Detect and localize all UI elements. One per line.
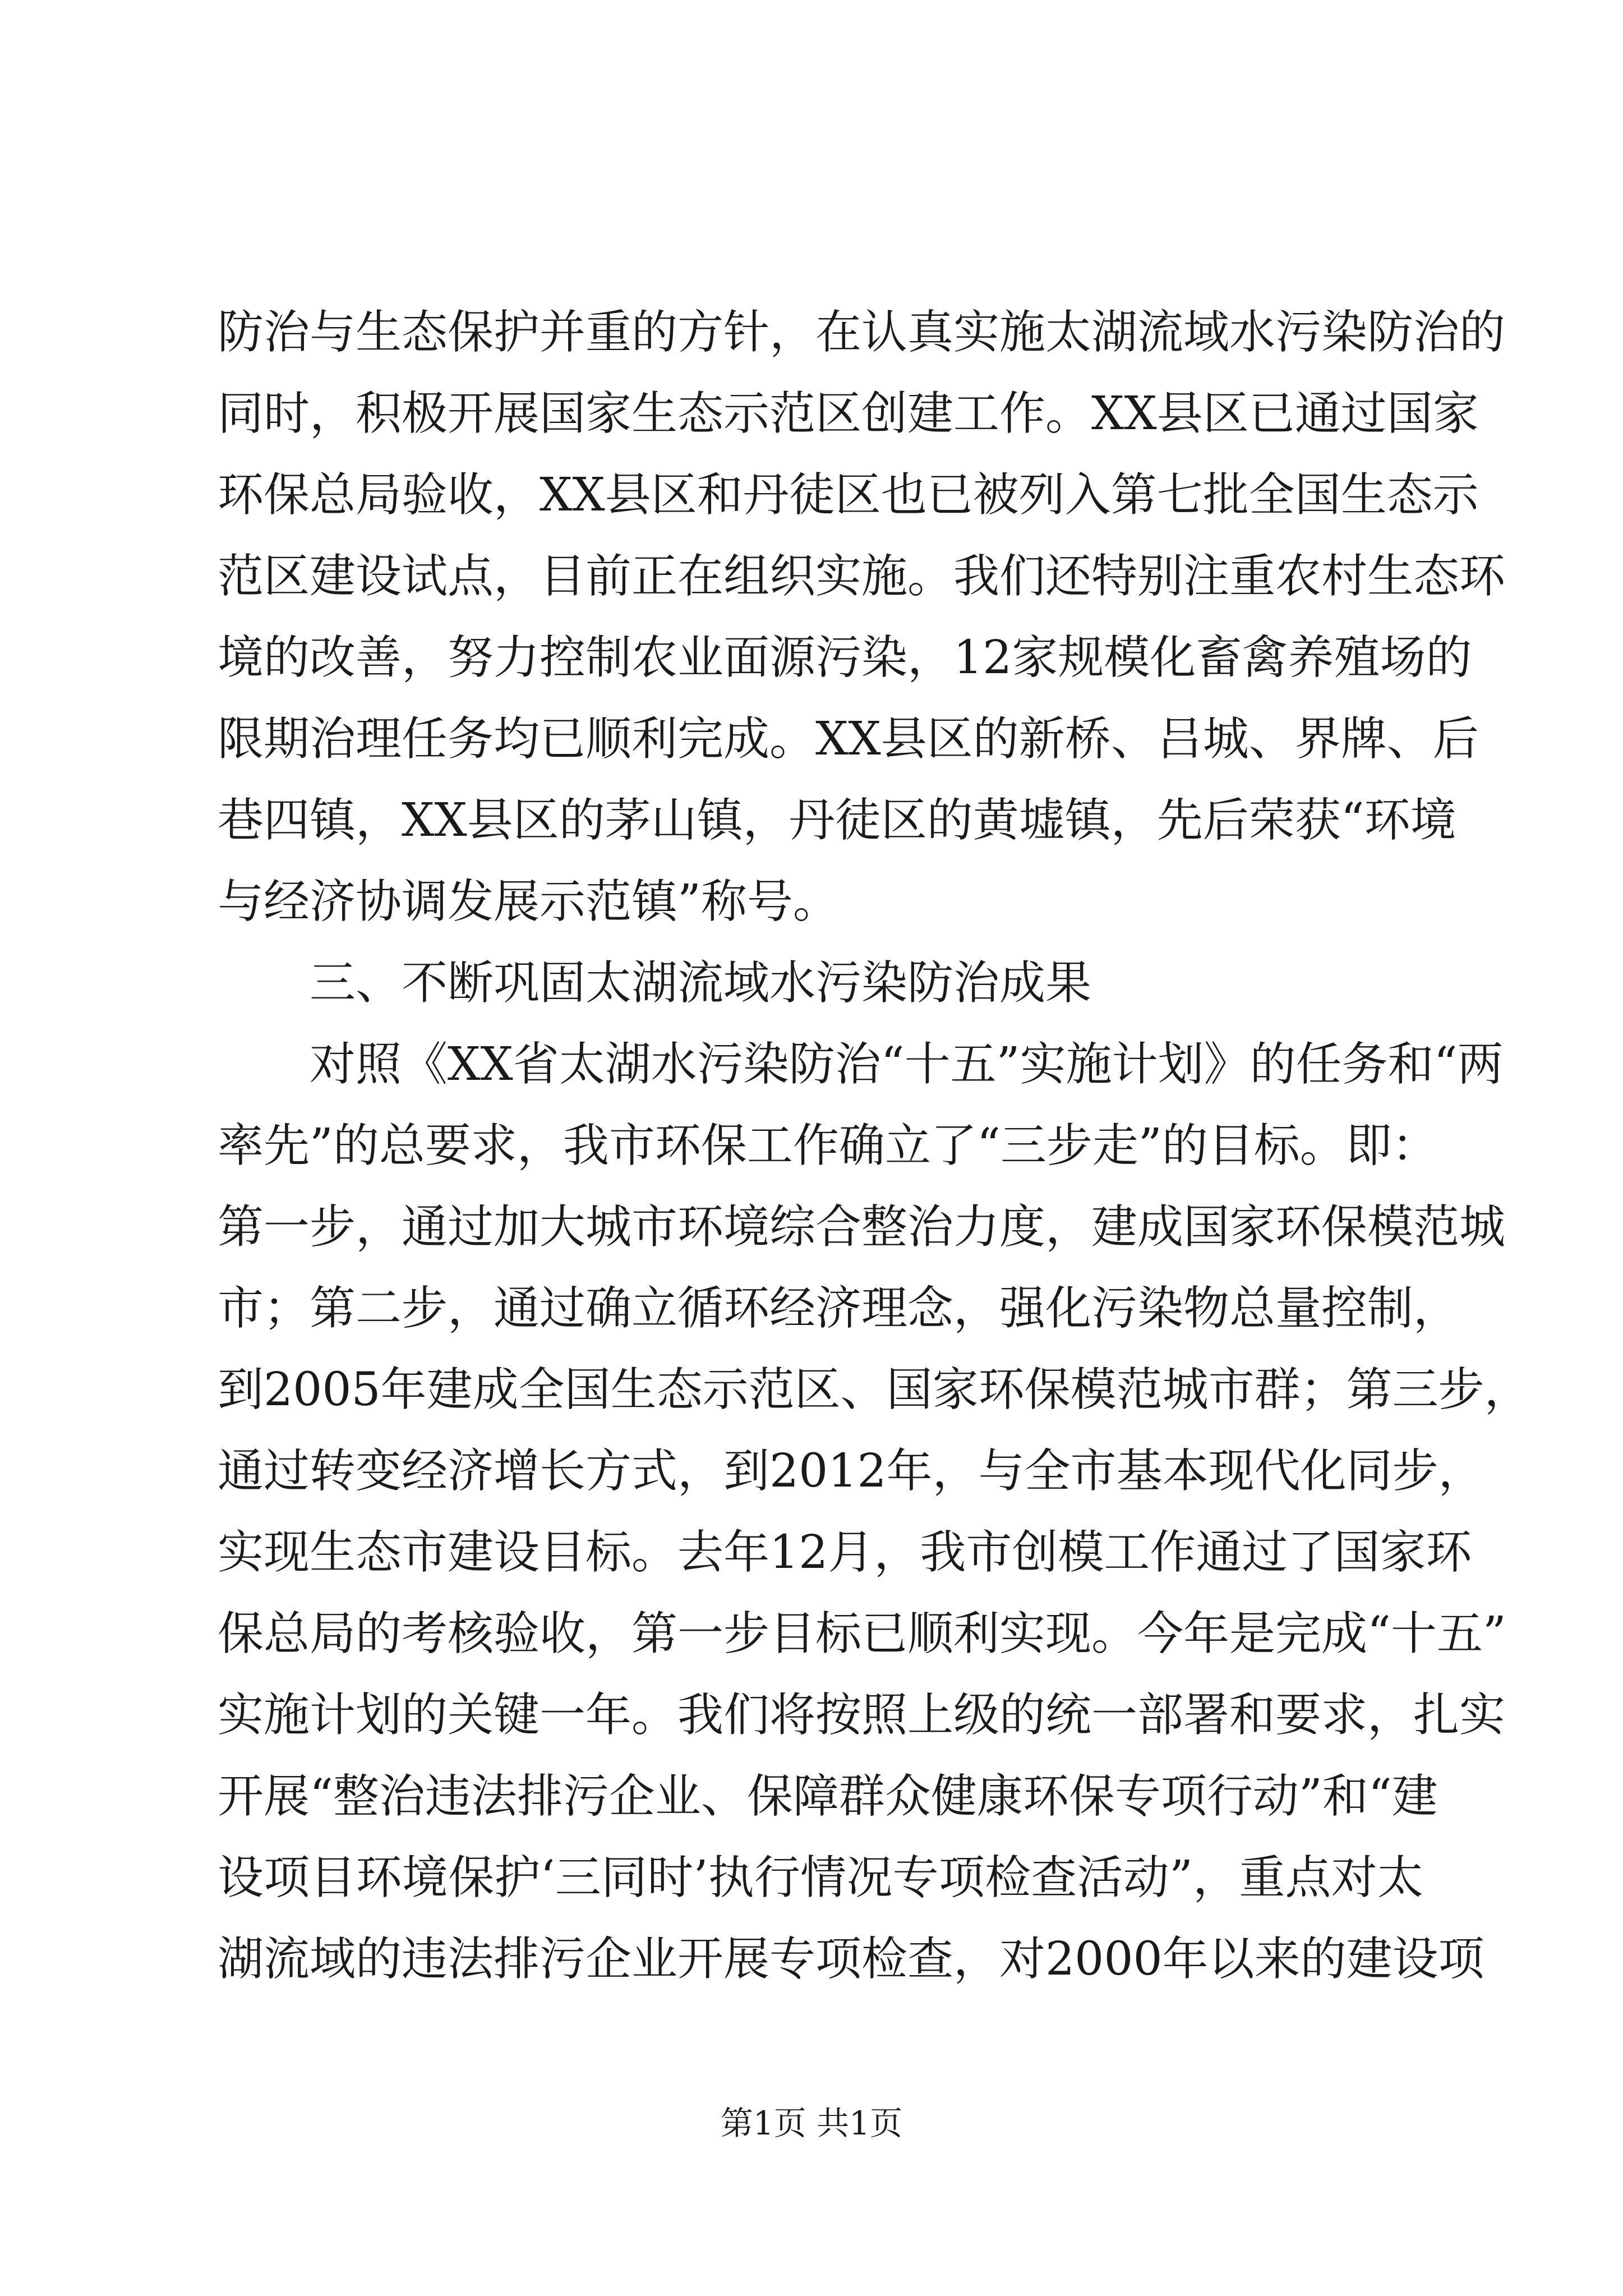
text-line: 第一步，通过加大城市环境综合整治力度，建成国家环保模范城 xyxy=(218,1200,1506,1254)
text-line: 限期治理任务均已顺利完成。XX县区的新桥、吕城、界牌、后 xyxy=(218,712,1479,766)
text-line: 对照《XX省太湖水污染防治“十五”实施计划》的任务和“两 xyxy=(310,1038,1504,1091)
text-line: 境的改善，努力控制农业面源污染，12家规模化畜禽养殖场的 xyxy=(218,631,1472,684)
text-line: 与经济协调发展示范镇”称号。 xyxy=(218,875,839,928)
text-line: 同时，积极开展国家生态示范区创建工作。XX县区已通过国家 xyxy=(218,387,1479,440)
text-line: 保总局的考核验收，第一步目标已顺利实现。今年是完成“十五” xyxy=(218,1607,1506,1660)
text-line: 通过转变经济增长方式，到2012年，与全市基本现代化同步， xyxy=(218,1444,1484,1498)
text-line: 实现生态市建设目标。去年12月，我市创模工作通过了国家环 xyxy=(218,1526,1472,1579)
text-line: 市；第二步，通过确立循环经济理念，强化污染物总量控制， xyxy=(218,1282,1460,1335)
text-line: 防治与生态保护并重的方针，在认真实施太湖流域水污染防治的 xyxy=(218,306,1506,359)
text-line: 率先”的总要求，我市环保工作确立了“三步走”的目标。即： xyxy=(218,1119,1438,1172)
section-heading: 三、不断巩固太湖流域水污染防治成果 xyxy=(310,956,1092,1010)
text-line: 巷四镇，XX县区的茅山镇，丹徒区的黄墟镇，先后荣获“环境 xyxy=(218,794,1456,847)
text-line: 开展“整治违法排污企业、保障群众健康环保专项行动”和“建 xyxy=(218,1770,1438,1823)
text-line: 到2005年建成全国生态示范区、国家环保模范城市群；第三步， xyxy=(218,1363,1530,1416)
body-text xyxy=(218,292,1530,2000)
text-line: 实施计划的关键一年。我们将按照上级的统一部署和要求，扎实 xyxy=(218,1688,1506,1742)
text-line: 环保总局验收，XX县区和丹徒区也已被列入第七批全国生态示 xyxy=(218,468,1479,522)
text-line: 范区建设试点，目前正在组织实施。我们还特别注重农村生态环 xyxy=(218,550,1506,603)
page-number-footer: 第1页 共1页 xyxy=(720,2104,903,2142)
text-line: 设项目环境保护‘三同时’执行情况专项检查活动”，重点对太 xyxy=(218,1851,1423,1904)
text-line: 湖流域的违法排污企业开展专项检查，对2000年以来的建设项 xyxy=(218,1932,1484,1986)
